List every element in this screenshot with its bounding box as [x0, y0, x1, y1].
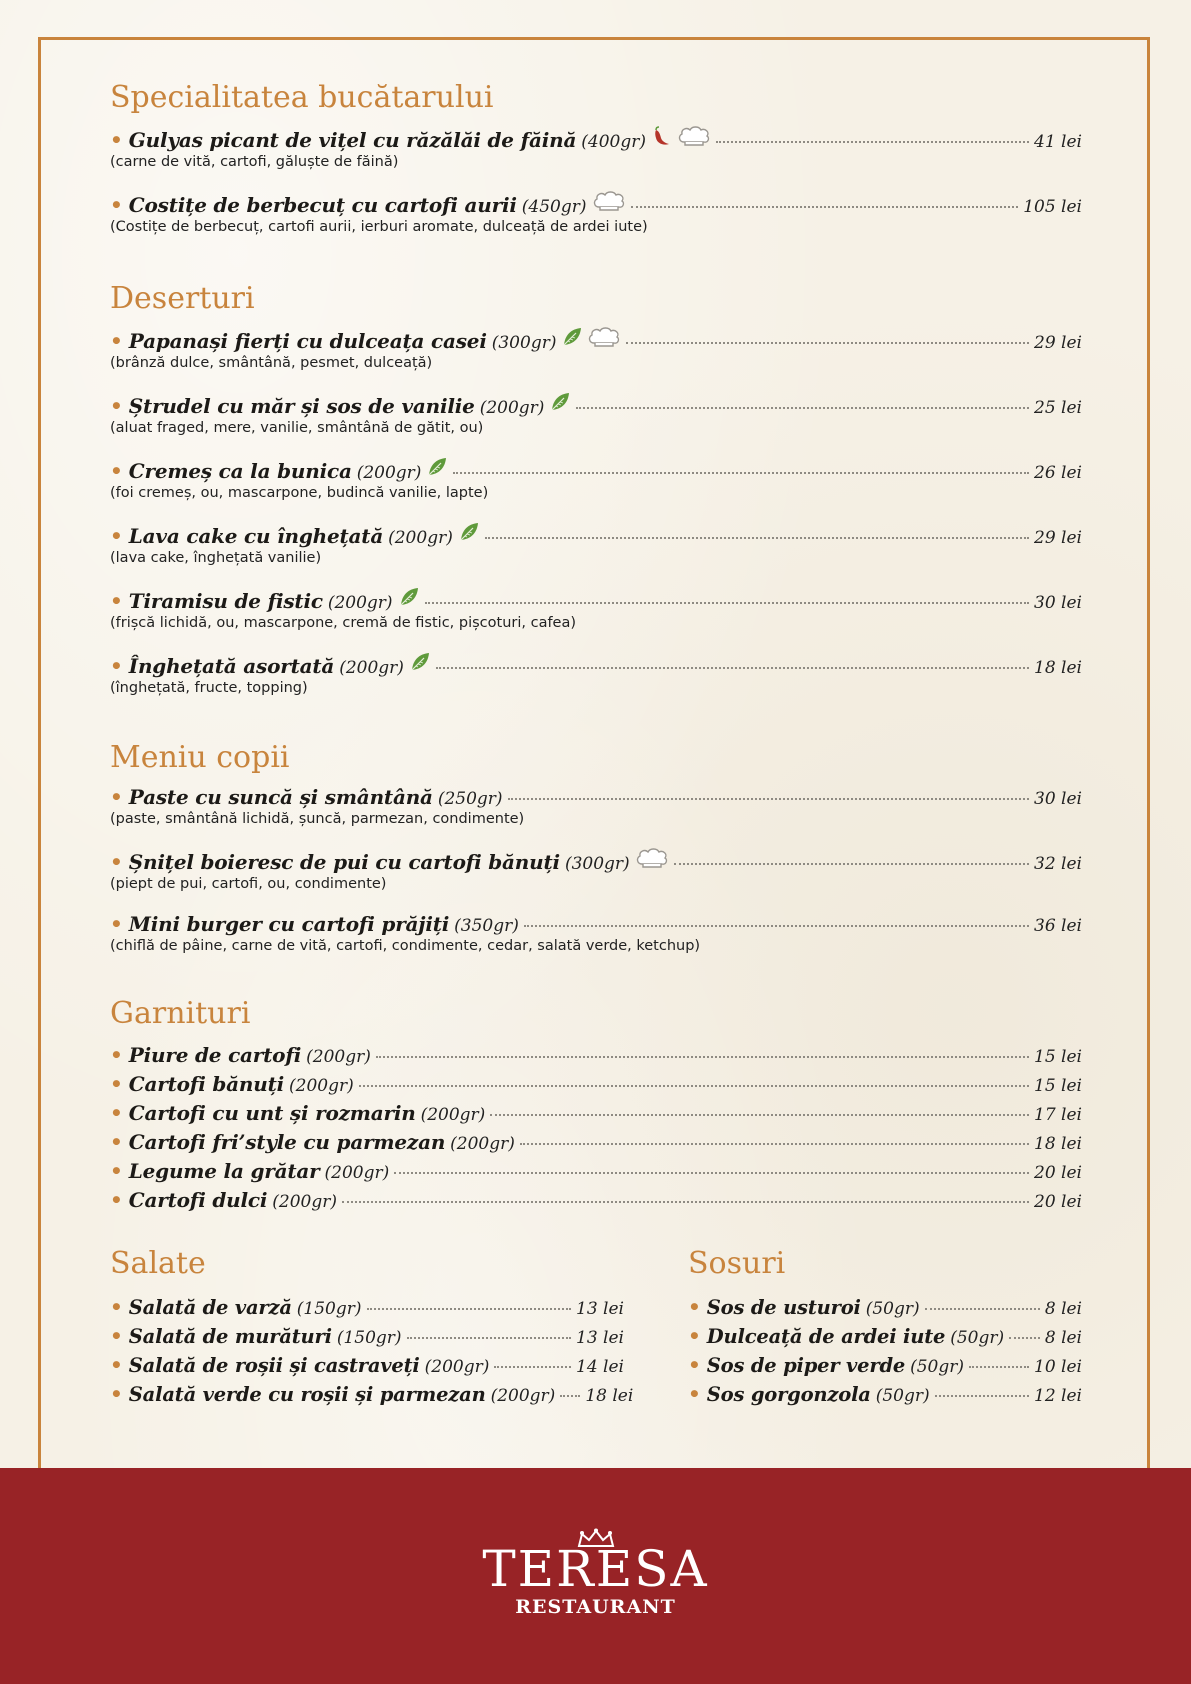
item-description: (aluat fraged, mere, vanilie, smântână de gătit, ou) — [110, 420, 484, 436]
item-weight: (200gr) — [356, 463, 422, 483]
item-description: (lava cake, înghețată vanilie) — [110, 550, 322, 566]
menu-item — [110, 125, 1082, 170]
menu-item — [110, 1382, 634, 1406]
item-icons — [458, 521, 480, 543]
item-weight: (200gr) — [272, 1192, 337, 1212]
item-weight: (200gr) — [424, 1357, 490, 1377]
item-price: 20 lei — [1034, 1163, 1082, 1183]
chef-hat-icon — [587, 326, 621, 348]
item-price: 8 lei — [1044, 1299, 1082, 1319]
item-name: Costițe de berbecuț cu cartofi aurii — [128, 193, 517, 217]
chef-hat-icon — [592, 190, 626, 212]
bullet: • — [110, 394, 123, 418]
item-price: 20 lei — [1034, 1192, 1082, 1212]
menu-section — [110, 279, 1082, 696]
item-price: 105 lei — [1023, 197, 1082, 217]
menu-item-line — [110, 586, 1082, 613]
item-weight: (300gr) — [491, 333, 557, 353]
item-name: Cartofi dulci — [128, 1188, 268, 1212]
bullet: • — [110, 1043, 123, 1067]
item-icons — [592, 190, 626, 212]
chef-hat-icon — [677, 125, 711, 147]
item-name: Tiramisu de fistic — [128, 589, 323, 613]
menu-item-line — [688, 1295, 1082, 1319]
item-description: (frișcă lichidă, ou, mascarpone, cremă de fistic, pișcoturi, cafea) — [110, 615, 577, 631]
vegetarian-leaf-icon — [549, 391, 571, 413]
item-icons — [549, 391, 571, 413]
spicy-chili-icon — [651, 125, 673, 147]
item-name: Șnițel boieresc de pui cu cartofi bănuți — [128, 850, 560, 874]
menu-item-line — [110, 326, 1082, 353]
item-price: 36 lei — [1034, 916, 1082, 936]
item-price: 13 lei — [576, 1299, 624, 1319]
item-weight: (50gr) — [910, 1357, 964, 1377]
dot-leader — [716, 141, 1029, 143]
dot-leader — [631, 206, 1019, 208]
dot-leader — [935, 1395, 1029, 1397]
bullet: • — [110, 1353, 123, 1377]
menu-item — [110, 1101, 1082, 1125]
dot-leader — [359, 1085, 1029, 1087]
menu-item — [110, 391, 1082, 436]
bullet: • — [110, 459, 123, 483]
bullet: • — [110, 329, 123, 353]
bullet: • — [110, 654, 123, 678]
item-weight: (150gr) — [296, 1299, 362, 1319]
item-weight: (200gr) — [420, 1105, 486, 1125]
item-price: 15 lei — [1034, 1076, 1082, 1096]
sosuri-section — [688, 1244, 1082, 1411]
menu-item-line — [110, 785, 1082, 809]
dot-leader — [367, 1308, 572, 1310]
menu-item-line — [110, 1324, 624, 1348]
bullet: • — [110, 1295, 123, 1319]
menu-item-line — [688, 1353, 1082, 1377]
dot-leader — [1009, 1337, 1040, 1339]
vegetarian-leaf-icon — [409, 651, 431, 673]
menu-item-line — [110, 1043, 1082, 1067]
menu-item-line — [688, 1324, 1082, 1348]
item-price: 30 lei — [1034, 593, 1082, 613]
menu-item — [110, 1295, 624, 1319]
dot-leader — [524, 925, 1029, 927]
dot-leader — [576, 407, 1029, 409]
item-description: (paste, smântână lichidă, șuncă, parmezan, condimente) — [110, 811, 525, 827]
item-price: 41 lei — [1034, 132, 1082, 152]
item-price: 18 lei — [1034, 1134, 1082, 1154]
chef-hat-icon — [635, 847, 669, 869]
item-price: 32 lei — [1034, 854, 1082, 874]
menu-item-line — [110, 847, 1082, 874]
item-weight: (200gr) — [450, 1134, 515, 1154]
item-name: Sos de usturoi — [706, 1296, 861, 1319]
salate-section — [110, 1244, 634, 1411]
bullet: • — [688, 1324, 701, 1348]
item-description: (brânză dulce, smântână, pesmet, dulceață) — [110, 355, 433, 371]
item-name: Salată de murături — [128, 1325, 332, 1348]
brand-subtitle: RESTAURANT — [515, 1596, 676, 1618]
bullet: • — [110, 1130, 123, 1154]
item-icons — [635, 847, 669, 869]
bullet: • — [688, 1295, 701, 1319]
bullet: • — [110, 1072, 123, 1096]
menu-item-line — [110, 125, 1082, 152]
menu-item-line — [110, 190, 1082, 217]
item-description: (piept de pui, cartofi, ou, condimente) — [110, 876, 387, 892]
menu-item-line — [110, 391, 1082, 418]
dot-leader — [969, 1366, 1029, 1368]
brand-name: TERESA — [482, 1540, 709, 1598]
menu-item-line — [110, 1101, 1082, 1125]
item-weight: (200gr) — [479, 398, 545, 418]
item-name: Mini burger cu cartofi prăjiți — [128, 912, 450, 936]
section-title: Specialitatea bucătarului — [110, 80, 494, 115]
bullet: • — [110, 1188, 123, 1212]
item-icons — [651, 125, 711, 147]
dot-leader — [485, 537, 1029, 539]
item-weight: (200gr) — [289, 1076, 354, 1096]
item-weight: (50gr) — [875, 1386, 930, 1406]
restaurant-logo — [0, 1528, 1191, 1618]
item-weight: (450gr) — [521, 197, 587, 217]
menu-item — [110, 651, 1082, 696]
item-price: 25 lei — [1034, 398, 1082, 418]
menu-item — [110, 1324, 624, 1348]
menu-item — [110, 456, 1082, 501]
item-weight: (200gr) — [388, 528, 453, 548]
item-weight: (50gr) — [950, 1328, 1005, 1348]
section-title: Meniu copii — [110, 740, 290, 775]
menu-item — [110, 785, 1082, 827]
bullet: • — [110, 1324, 123, 1348]
vegetarian-leaf-icon — [398, 586, 420, 608]
menu-item — [110, 1130, 1082, 1154]
bullet: • — [110, 1101, 123, 1125]
dot-leader — [425, 602, 1029, 604]
vegetarian-leaf-icon — [561, 326, 583, 348]
item-description: (înghețată, fructe, topping) — [110, 680, 308, 696]
item-name: Salată de roșii și castraveți — [128, 1354, 420, 1377]
menu-item — [688, 1295, 1082, 1319]
item-weight: (200gr) — [339, 658, 404, 678]
section-title: Garnituri — [110, 996, 251, 1031]
menu-item — [688, 1382, 1082, 1406]
menu-item — [688, 1324, 1082, 1348]
item-price: 18 lei — [1034, 658, 1082, 678]
dot-leader — [674, 863, 1029, 865]
item-name: Paste cu suncă și smântână — [128, 785, 433, 809]
bullet: • — [688, 1353, 701, 1377]
menu-item-line — [110, 1382, 634, 1406]
menu-item-line — [110, 456, 1082, 483]
vegetarian-leaf-icon — [426, 456, 448, 478]
item-name: Ștrudel cu măr și sos de vanilie — [128, 394, 475, 418]
menu-content — [110, 78, 1082, 1217]
dot-leader — [494, 1366, 571, 1368]
bullet: • — [110, 128, 123, 152]
menu-item — [110, 326, 1082, 371]
section-title: Sosuri — [688, 1246, 786, 1281]
dot-leader — [453, 472, 1029, 474]
item-price: 29 lei — [1034, 528, 1082, 548]
dot-leader — [490, 1114, 1029, 1116]
menu-item — [688, 1353, 1082, 1377]
dot-leader — [508, 798, 1029, 800]
bullet: • — [110, 1159, 123, 1183]
item-name: Piure de cartofi — [128, 1043, 302, 1067]
menu-item — [110, 1043, 1082, 1067]
menu-item-line — [110, 1295, 624, 1319]
item-name: Gulyas picant de vițel cu răzălăi de făină — [128, 128, 577, 152]
menu-item — [110, 586, 1082, 631]
section-title: Salate — [110, 1246, 206, 1281]
bullet: • — [688, 1382, 701, 1406]
menu-item — [110, 1072, 1082, 1096]
item-price: 26 lei — [1034, 463, 1082, 483]
item-price: 8 lei — [1044, 1328, 1082, 1348]
menu-item-line — [110, 1130, 1082, 1154]
item-weight: (250gr) — [437, 789, 503, 809]
item-weight: (50gr) — [865, 1299, 920, 1319]
bullet: • — [110, 785, 123, 809]
menu-item-line — [110, 521, 1082, 548]
item-icons — [426, 456, 448, 478]
item-name: Legume la grătar — [128, 1159, 320, 1183]
dot-leader — [342, 1201, 1029, 1203]
item-price: 15 lei — [1034, 1047, 1082, 1067]
menu-item — [110, 1159, 1082, 1183]
item-name: Cartofi cu unt și rozmarin — [128, 1101, 416, 1125]
dot-leader — [407, 1337, 571, 1339]
vegetarian-leaf-icon — [458, 521, 480, 543]
item-weight: (200gr) — [306, 1047, 371, 1067]
item-name: Salată de varză — [128, 1296, 292, 1319]
item-icons — [561, 326, 621, 348]
item-icons — [409, 651, 431, 673]
item-name: Cartofi bănuți — [128, 1072, 285, 1096]
bullet: • — [110, 1382, 123, 1406]
item-price: 12 lei — [1034, 1386, 1082, 1406]
item-name: Sos gorgonzola — [706, 1383, 871, 1406]
dot-leader — [520, 1143, 1029, 1145]
item-name: Lava cake cu înghețată — [128, 524, 384, 548]
dot-leader — [394, 1172, 1029, 1174]
menu-item — [110, 521, 1082, 566]
menu-item — [110, 912, 1082, 954]
menu-item-line — [110, 1353, 624, 1377]
item-weight: (200gr) — [327, 593, 393, 613]
section-title: Deserturi — [110, 281, 255, 316]
item-weight: (400gr) — [581, 132, 646, 152]
item-weight: (300gr) — [564, 854, 630, 874]
item-name: Înghețată asortată — [128, 654, 335, 678]
item-price: 10 lei — [1034, 1357, 1082, 1377]
menu-item-line — [110, 912, 1082, 936]
item-weight: (350gr) — [454, 916, 519, 936]
dot-leader — [436, 667, 1029, 669]
item-name: Sos de piper verde — [706, 1354, 906, 1377]
item-name: Dulceață de ardei iute — [706, 1325, 946, 1348]
item-name: Cremeș ca la bunica — [128, 459, 352, 483]
dot-leader — [376, 1056, 1029, 1058]
item-icons — [398, 586, 420, 608]
item-price: 14 lei — [576, 1357, 624, 1377]
menu-item — [110, 1188, 1082, 1212]
menu-item-line — [110, 1159, 1082, 1183]
menu-section — [110, 738, 1082, 954]
bullet: • — [110, 850, 123, 874]
bullet: • — [110, 524, 123, 548]
menu-section — [110, 994, 1082, 1212]
menu-item — [110, 190, 1082, 235]
item-weight: (200gr) — [324, 1163, 390, 1183]
item-description: (Costițe de berbecuț, cartofi aurii, ierburi aromate, dulceață de ardei iute) — [110, 219, 648, 235]
menu-item-line — [110, 1188, 1082, 1212]
item-description: (carne de vită, cartofi, găluște de făină) — [110, 154, 399, 170]
item-price: 17 lei — [1034, 1105, 1082, 1125]
bullet: • — [110, 589, 123, 613]
item-weight: (200gr) — [490, 1386, 556, 1406]
dot-leader — [626, 342, 1029, 344]
menu-item-line — [110, 651, 1082, 678]
item-name: Cartofi fri’style cu parmezan — [128, 1130, 446, 1154]
item-price: 13 lei — [576, 1328, 624, 1348]
dot-leader — [925, 1308, 1040, 1310]
menu-item-line — [688, 1382, 1082, 1406]
item-description: (chiflă de pâine, carne de vită, cartofi, condimente, cedar, salată verde, ketchup) — [110, 938, 701, 954]
item-price: 30 lei — [1034, 789, 1082, 809]
dot-leader — [560, 1395, 580, 1397]
item-price: 29 lei — [1034, 333, 1082, 353]
menu-item-line — [110, 1072, 1082, 1096]
item-description: (foi cremeș, ou, mascarpone, budincă vanilie, lapte) — [110, 485, 489, 501]
bullet: • — [110, 912, 123, 936]
menu-item — [110, 847, 1082, 892]
menu-section — [110, 78, 1082, 235]
item-name: Papanași fierți cu dulceața casei — [128, 329, 487, 353]
item-name: Salată verde cu roșii și parmezan — [128, 1383, 486, 1406]
item-price: 18 lei — [585, 1386, 634, 1406]
bullet: • — [110, 193, 123, 217]
item-weight: (150gr) — [336, 1328, 402, 1348]
menu-item — [110, 1353, 624, 1377]
